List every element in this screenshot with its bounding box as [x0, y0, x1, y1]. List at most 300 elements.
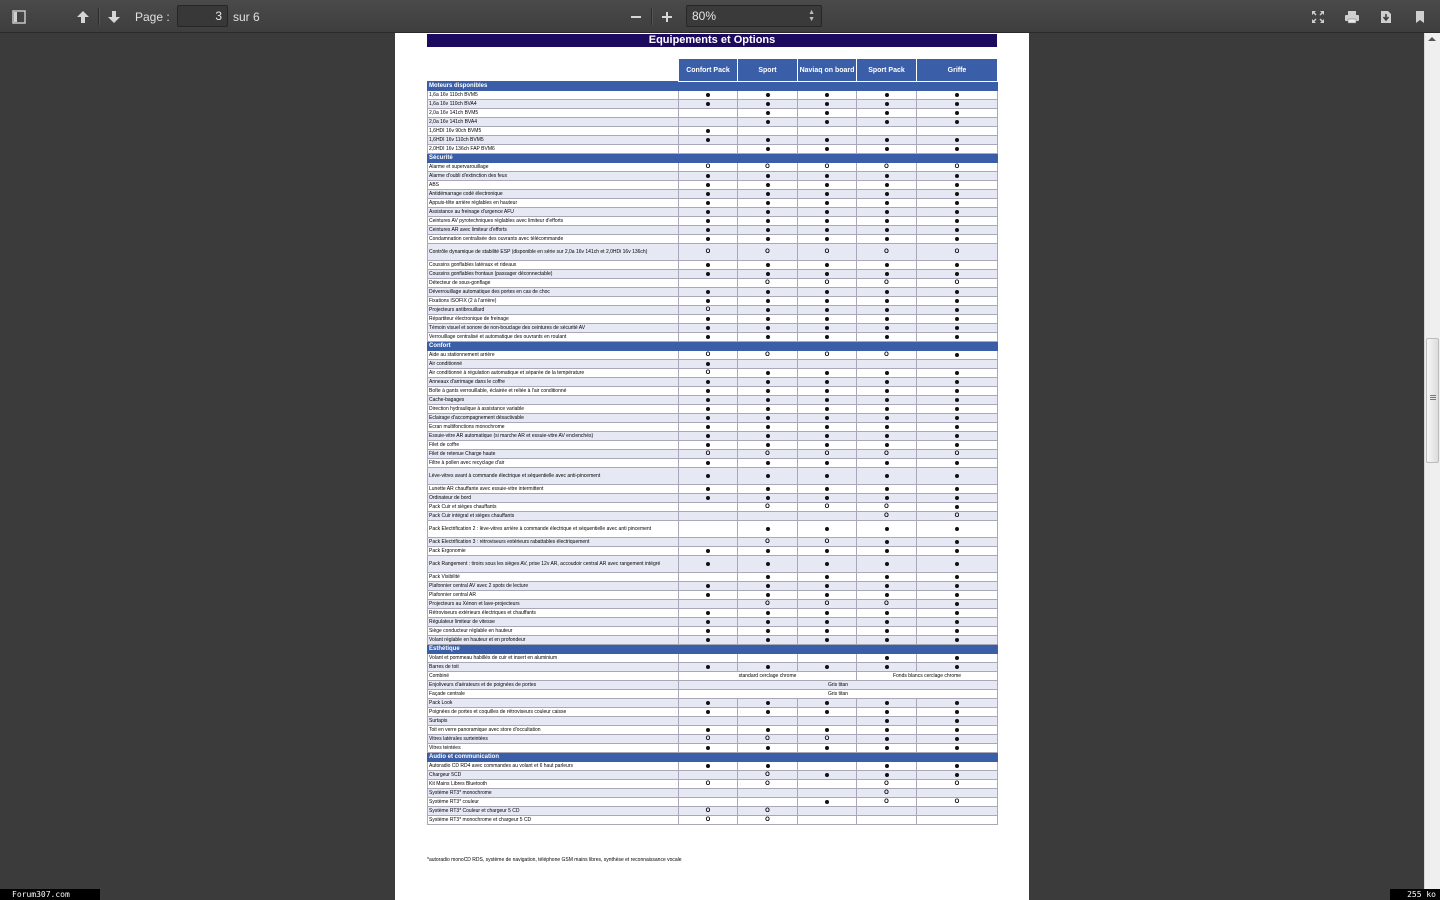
standard-cell — [679, 627, 738, 636]
standard-cell — [917, 324, 998, 333]
standard-dot-icon — [885, 380, 889, 384]
feature-label: Système RT3* monochrome et chargeur 5 CD — [428, 816, 679, 825]
table-row — [428, 136, 998, 145]
fullscreen-button[interactable] — [1304, 0, 1332, 33]
standard-cell — [857, 582, 917, 591]
feature-label: Pack Ergonomie — [428, 547, 679, 556]
standard-dot-icon — [766, 710, 770, 714]
table-row — [428, 503, 998, 512]
sidebar-icon — [12, 10, 26, 24]
option-mark: O — [705, 451, 711, 457]
standard-dot-icon — [955, 380, 959, 384]
footnote: *autoradio monoCD RDS, système de navigation, téléphone GSM mains libres, synthèse et reconnaissance vocale — [427, 857, 682, 863]
standard-cell — [679, 414, 738, 423]
header-blank — [428, 59, 679, 82]
feature-label: Assistance au freinage d'urgence AFU — [428, 208, 679, 217]
spanning-value: Gris titan — [679, 681, 998, 690]
table-row — [428, 762, 998, 771]
standard-cell — [857, 441, 917, 450]
feature-label: 1,6a 16v 110ch BVM5 — [428, 91, 679, 100]
standard-dot-icon — [955, 308, 959, 312]
standard-dot-icon — [885, 665, 889, 669]
standard-dot-icon — [825, 416, 829, 420]
option-mark: O — [705, 249, 711, 255]
standard-dot-icon — [885, 527, 889, 531]
table-row — [428, 261, 998, 270]
standard-cell — [857, 627, 917, 636]
document-viewer[interactable] — [0, 33, 1424, 900]
spanning-value: Fonds blancs cerclage chrome — [857, 672, 998, 681]
feature-label: Toit en verre panoramique avec store d'occultation — [428, 726, 679, 735]
standard-dot-icon — [706, 93, 710, 97]
standard-dot-icon — [885, 562, 889, 566]
option-mark: O — [884, 451, 889, 457]
standard-dot-icon — [706, 129, 710, 133]
spanning-value: standard cerclage chrome — [679, 672, 857, 681]
empty-cell — [798, 789, 857, 798]
standard-dot-icon — [955, 201, 959, 205]
option-mark: O — [705, 164, 711, 170]
standard-dot-icon — [706, 764, 710, 768]
table-row — [428, 208, 998, 217]
standard-cell — [917, 618, 998, 627]
standard-dot-icon — [955, 527, 959, 531]
table-row — [428, 387, 998, 396]
standard-cell — [857, 663, 917, 672]
standard-cell — [738, 208, 798, 217]
standard-dot-icon — [885, 228, 889, 232]
option-cell — [738, 450, 798, 459]
standard-dot-icon — [955, 326, 959, 330]
feature-label: Direction hydraulique à assistance variable — [428, 405, 679, 414]
feature-label: Système RT3* monochrome — [428, 789, 679, 798]
standard-dot-icon — [955, 183, 959, 187]
table-row — [428, 441, 998, 450]
standard-cell — [679, 127, 738, 136]
standard-cell — [738, 190, 798, 199]
option-mark: O — [884, 164, 889, 170]
column-header: Confort Pack — [679, 59, 738, 82]
standard-cell — [798, 591, 857, 600]
standard-cell — [917, 261, 998, 270]
table-row — [428, 654, 998, 663]
section-title: Confort — [428, 342, 679, 351]
standard-cell — [857, 699, 917, 708]
standard-dot-icon — [706, 487, 710, 491]
empty-cell — [679, 279, 738, 288]
standard-dot-icon — [955, 496, 959, 500]
option-mark: O — [705, 370, 711, 376]
standard-dot-icon — [766, 416, 770, 420]
standard-cell — [857, 609, 917, 618]
table-row — [428, 816, 998, 825]
feature-label: Surtapis — [428, 717, 679, 726]
standard-cell — [798, 387, 857, 396]
option-cell — [857, 450, 917, 459]
previous-page-button[interactable] — [69, 0, 97, 33]
scroll-up-arrow-icon[interactable] — [1428, 37, 1436, 41]
standard-cell — [917, 333, 998, 342]
section-header-row — [428, 645, 998, 654]
standard-dot-icon — [825, 434, 829, 438]
standard-cell — [798, 190, 857, 199]
table-row — [428, 163, 998, 172]
standard-cell — [857, 261, 917, 270]
standard-cell — [798, 226, 857, 235]
standard-dot-icon — [885, 656, 889, 660]
option-cell — [857, 503, 917, 512]
standard-dot-icon — [885, 461, 889, 465]
standard-dot-icon — [825, 407, 829, 411]
standard-dot-icon — [885, 764, 889, 768]
empty-cell — [917, 127, 998, 136]
zoom-out-button[interactable] — [622, 0, 650, 33]
standard-dot-icon — [706, 638, 710, 642]
option-mark: O — [954, 513, 960, 519]
standard-cell — [679, 190, 738, 199]
empty-cell — [679, 789, 738, 798]
empty-cell — [738, 127, 798, 136]
standard-cell — [798, 798, 857, 807]
print-button[interactable] — [1338, 0, 1366, 33]
standard-dot-icon — [766, 443, 770, 447]
standard-dot-icon — [885, 111, 889, 115]
standard-dot-icon — [885, 210, 889, 214]
standard-dot-icon — [706, 728, 710, 732]
standard-cell — [738, 582, 798, 591]
option-cell — [857, 512, 917, 521]
option-cell — [857, 279, 917, 288]
standard-dot-icon — [955, 317, 959, 321]
next-page-button[interactable] — [100, 0, 128, 33]
standard-cell — [738, 109, 798, 118]
standard-cell — [798, 333, 857, 342]
standard-cell — [917, 521, 998, 538]
feature-label: Filet de retenue Charge haute — [428, 450, 679, 459]
standard-dot-icon — [766, 371, 770, 375]
empty-cell — [798, 816, 857, 825]
standard-dot-icon — [706, 201, 710, 205]
standard-dot-icon — [706, 434, 710, 438]
feature-label: Volant et pommeau habillés de cuir et insert en aluminium — [428, 654, 679, 663]
option-cell — [679, 306, 738, 315]
standard-dot-icon — [825, 575, 829, 579]
standard-cell — [738, 145, 798, 154]
standard-cell — [857, 556, 917, 573]
table-row — [428, 735, 998, 744]
standard-dot-icon — [885, 335, 889, 339]
standard-cell — [738, 494, 798, 503]
option-mark: O — [765, 280, 770, 286]
standard-cell — [857, 378, 917, 387]
feature-label: 1,6a 16v 110ch BVA4 — [428, 100, 679, 109]
standard-dot-icon — [825, 201, 829, 205]
standard-cell — [798, 744, 857, 753]
standard-cell — [738, 618, 798, 627]
standard-dot-icon — [766, 290, 770, 294]
section-band — [679, 154, 998, 163]
option-cell — [738, 538, 798, 547]
option-cell — [798, 351, 857, 360]
standard-cell — [798, 369, 857, 378]
standard-dot-icon — [766, 575, 770, 579]
standard-dot-icon — [706, 425, 710, 429]
standard-cell — [857, 190, 917, 199]
standard-dot-icon — [955, 237, 959, 241]
standard-cell — [798, 396, 857, 405]
standard-cell — [857, 485, 917, 494]
option-mark: O — [765, 352, 770, 358]
site-watermark: Forum307.com — [0, 889, 100, 900]
table-row — [428, 618, 998, 627]
standard-dot-icon — [766, 764, 770, 768]
standard-cell — [679, 172, 738, 181]
option-mark: O — [884, 249, 889, 255]
option-mark: O — [824, 249, 830, 255]
standard-cell — [857, 324, 917, 333]
option-cell — [857, 351, 917, 360]
table-row — [428, 609, 998, 618]
feature-label: Condamnation centralisée des ouvrants avec télécommande — [428, 235, 679, 244]
standard-cell — [738, 663, 798, 672]
standard-cell — [917, 405, 998, 414]
standard-cell — [679, 699, 738, 708]
standard-dot-icon — [885, 434, 889, 438]
option-mark: O — [765, 817, 770, 823]
standard-cell — [917, 717, 998, 726]
standard-cell — [857, 708, 917, 717]
standard-dot-icon — [706, 380, 710, 384]
feature-label: Poignées de portes et coquilles de rétroviseurs couleur caisse — [428, 708, 679, 717]
standard-cell — [917, 136, 998, 145]
standard-dot-icon — [955, 219, 959, 223]
standard-dot-icon — [825, 102, 829, 106]
standard-dot-icon — [825, 425, 829, 429]
standard-dot-icon — [706, 102, 710, 106]
table-row — [428, 288, 998, 297]
feature-label: Plafonnier central AV avec 2 spots de lecture — [428, 582, 679, 591]
standard-cell — [917, 485, 998, 494]
standard-dot-icon — [885, 496, 889, 500]
standard-cell — [917, 609, 998, 618]
standard-cell — [798, 324, 857, 333]
empty-cell — [857, 816, 917, 825]
option-mark: O — [765, 451, 770, 457]
standard-cell — [917, 573, 998, 582]
standard-cell — [917, 468, 998, 485]
standard-cell — [798, 145, 857, 154]
standard-cell — [738, 405, 798, 414]
standard-dot-icon — [766, 389, 770, 393]
sidebar-toggle-button[interactable] — [5, 0, 33, 33]
standard-cell — [738, 485, 798, 494]
option-cell — [857, 600, 917, 609]
standard-dot-icon — [706, 746, 710, 750]
standard-dot-icon — [885, 773, 889, 777]
standard-dot-icon — [766, 701, 770, 705]
standard-dot-icon — [706, 461, 710, 465]
feature-label: Ceintures AV pyrotechniques réglables avec limiteur d'efforts — [428, 217, 679, 226]
option-cell — [857, 780, 917, 789]
standard-dot-icon — [825, 487, 829, 491]
feature-label: Pack Visibilité — [428, 573, 679, 582]
standard-dot-icon — [825, 290, 829, 294]
zoom-select[interactable] — [686, 5, 822, 27]
standard-dot-icon — [766, 728, 770, 732]
empty-cell — [738, 798, 798, 807]
standard-dot-icon — [955, 192, 959, 196]
standard-cell — [679, 744, 738, 753]
feature-label: Projecteurs au Xénon et lave-projecteurs — [428, 600, 679, 609]
standard-cell — [857, 423, 917, 432]
standard-cell — [857, 145, 917, 154]
table-row — [428, 600, 998, 609]
option-mark: O — [705, 781, 711, 787]
feature-label: Ecran multifonctions monochrome — [428, 423, 679, 432]
table-row — [428, 190, 998, 199]
standard-cell — [679, 494, 738, 503]
standard-cell — [857, 181, 917, 190]
standard-cell — [798, 468, 857, 485]
standard-dot-icon — [955, 416, 959, 420]
standard-cell — [679, 315, 738, 324]
standard-dot-icon — [955, 443, 959, 447]
table-row — [428, 459, 998, 468]
download-icon — [1380, 10, 1392, 24]
standard-dot-icon — [885, 549, 889, 553]
standard-cell — [857, 199, 917, 208]
standard-cell — [917, 91, 998, 100]
option-mark: O — [954, 781, 960, 787]
standard-dot-icon — [825, 389, 829, 393]
standard-cell — [679, 636, 738, 645]
table-row — [428, 582, 998, 591]
standard-cell — [679, 547, 738, 556]
table-header-row — [428, 59, 998, 82]
feature-label: Pack Cuir intégral et sièges chauffants — [428, 512, 679, 521]
table-row — [428, 627, 998, 636]
option-cell — [738, 503, 798, 512]
standard-dot-icon — [885, 611, 889, 615]
table-row — [428, 297, 998, 306]
feature-label: Barres de toit — [428, 663, 679, 672]
standard-cell — [917, 100, 998, 109]
standard-cell — [738, 118, 798, 127]
table-row — [428, 636, 998, 645]
option-cell — [857, 163, 917, 172]
standard-cell — [798, 288, 857, 297]
standard-dot-icon — [706, 665, 710, 669]
standard-cell — [738, 708, 798, 717]
empty-cell — [857, 127, 917, 136]
option-mark: O — [954, 280, 960, 286]
standard-dot-icon — [825, 527, 829, 531]
standard-dot-icon — [885, 317, 889, 321]
standard-cell — [738, 369, 798, 378]
standard-cell — [917, 654, 998, 663]
standard-cell — [857, 91, 917, 100]
standard-cell — [857, 208, 917, 217]
table-row — [428, 807, 998, 816]
standard-dot-icon — [825, 773, 829, 777]
table-row — [428, 226, 998, 235]
standard-dot-icon — [885, 728, 889, 732]
empty-cell — [679, 512, 738, 521]
table-row — [428, 512, 998, 521]
zoom-in-button[interactable] — [653, 0, 681, 33]
option-cell — [679, 450, 738, 459]
bookmark-button[interactable] — [1406, 0, 1434, 33]
empty-cell — [798, 360, 857, 369]
feature-label: Chargeur 5CD — [428, 771, 679, 780]
option-cell — [798, 735, 857, 744]
standard-cell — [917, 494, 998, 503]
standard-dot-icon — [706, 183, 710, 187]
option-mark: O — [705, 736, 711, 742]
standard-cell — [857, 118, 917, 127]
feature-label: Pack Cuir et sièges chauffants — [428, 503, 679, 512]
standard-cell — [679, 609, 738, 618]
standard-cell — [738, 226, 798, 235]
standard-dot-icon — [885, 584, 889, 588]
vertical-scrollbar[interactable] — [1424, 33, 1440, 900]
standard-dot-icon — [955, 584, 959, 588]
standard-cell — [798, 270, 857, 279]
standard-cell — [857, 217, 917, 226]
feature-label: Volant réglable en hauteur et en profondeur — [428, 636, 679, 645]
standard-cell — [857, 297, 917, 306]
standard-cell — [738, 744, 798, 753]
table-row — [428, 118, 998, 127]
table-row — [428, 369, 998, 378]
option-cell — [738, 600, 798, 609]
standard-cell — [917, 459, 998, 468]
option-mark: O — [824, 504, 830, 510]
arrow-up-icon — [76, 10, 90, 24]
empty-cell — [679, 503, 738, 512]
standard-dot-icon — [766, 584, 770, 588]
standard-cell — [798, 405, 857, 414]
table-row — [428, 360, 998, 369]
table-row — [428, 414, 998, 423]
standard-dot-icon — [706, 629, 710, 633]
feature-label: Appuis-tête arrière réglables en hauteur — [428, 199, 679, 208]
standard-cell — [798, 618, 857, 627]
page-number-input[interactable] — [177, 5, 228, 27]
standard-cell — [917, 636, 998, 645]
standard-dot-icon — [706, 584, 710, 588]
standard-dot-icon — [766, 210, 770, 214]
download-button[interactable] — [1372, 0, 1400, 33]
standard-cell — [798, 494, 857, 503]
standard-dot-icon — [885, 416, 889, 420]
table-row — [428, 450, 998, 459]
table-row — [428, 217, 998, 226]
option-cell — [738, 771, 798, 780]
table-row — [428, 351, 998, 360]
option-cell — [857, 244, 917, 261]
option-mark: O — [824, 451, 830, 457]
standard-cell — [917, 744, 998, 753]
scrollbar-thumb[interactable] — [1426, 338, 1439, 463]
standard-cell — [857, 109, 917, 118]
standard-dot-icon — [706, 272, 710, 276]
option-mark: O — [765, 164, 770, 170]
table-row — [428, 521, 998, 538]
standard-cell — [798, 181, 857, 190]
feature-label: Façade centrale — [428, 690, 679, 699]
standard-cell — [679, 726, 738, 735]
